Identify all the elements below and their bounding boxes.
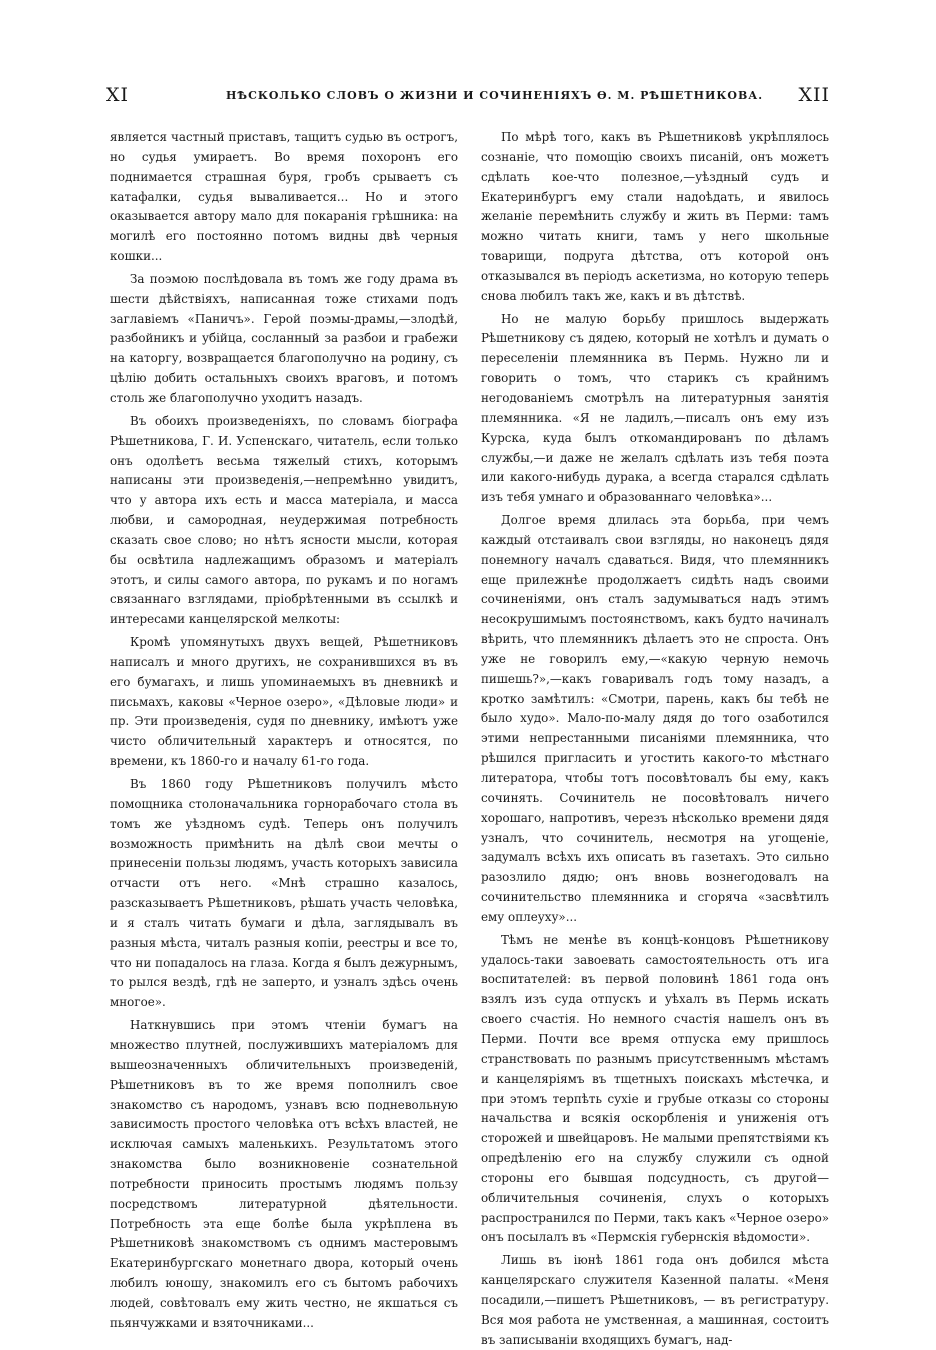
paragraph: Тѣмъ не менѣе въ концѣ-концовъ Рѣшетникову удалось-таки завоевать самостоятельность отъ ига воспитателей: въ первой половинѣ 1861 года онъ взялъ изъ суда отпускъ и уѣхалъ въ Пермь искать своего счастія. Но немного счастія нашелъ онъ въ Перми. Почти все время отпуска ему пришлось странствовать по разнымъ присутственнымъ мѣстамъ и канцеляріямъ въ тщетныхъ поискахъ мѣстечка, и при этомъ терпѣть сухіе и грубые отказы со стороны начальства и всякія оскорбленія и униженія отъ сторожей и швейцаровъ. Не малыми препятствіями къ опредѣленію его на службу служили съ одной стороны его бывшая подсудность, съ другой—обличительныя сочиненія, слухъ о которыхъ распространился по Перми, такъ какъ «Черное озеро» онъ посылалъ въ «Пермскія губернскія вѣдомости». xyxy=(481,932,829,1245)
paragraph: является частный приставъ, тащитъ судью въ острогъ, но судья умираетъ. Во время похоронъ его поднимается страшная буря, гробъ срываетъ съ катафалки, судья вываливается... Но и этого оказывается автору мало для покаранія грѣшника: на могилѣ его постоянно потомъ видны двѣ черныя кошки... xyxy=(110,130,458,264)
right-column xyxy=(481,128,829,1350)
paragraph: Но не малую борьбу пришлось выдержать Рѣшетникову съ дядею, который не хотѣлъ и думать о переселеніи племянника въ Пермь. Нужно ли и говорить о томъ, что старикъ съ крайнимъ негодованіемъ смотрѣлъ на литературныя занятія племянника. «Я не ладилъ,—писалъ онъ ему изъ Курска, куда былъ откомандированъ по дѣламъ службы,—и даже не желалъ сдѣлать изъ тебя поэта или какого-нибудь дурака, а всегда старался сдѣлать изъ тебя умнаго и образованнаго человѣка»... xyxy=(481,311,829,505)
paragraph: Въ обоихъ произведеніяхъ, по словамъ біографа Рѣшетникова, Г. И. Успенскаго, читатель, если только онъ одолѣетъ весьма тяжелый стихъ, которымъ написаны эти произведенія,—непремѣнно увидитъ, что у автора ихъ есть и масса матеріала, и масса любви, и самородная, неудержимая потребность сказать свое слово; но нѣтъ ясности мысли, которая бы освѣтила надлежащимъ образомъ и матеріалъ этотъ, и силы самого автора, по рукамъ и по ногамъ связаннаго взглядами, пріобрѣтенными въ ссылкѣ и интересами канцелярской мелкоты: xyxy=(110,413,458,627)
paragraph: Кромѣ упомянутыхъ двухъ вещей, Рѣшетниковъ написалъ и много другихъ, не сохранившихся въ въ его бумагахъ, и лишь упоминаемыхъ въ дневникѣ и письмахъ, каковы «Черное озеро», «Дѣловые люди» и пр. Эти произведенія, судя по дневнику, имѣютъ уже чисто обличительный характеръ и относятся, по времени, къ 1860-го и началу 61-го года. xyxy=(110,635,458,769)
running-title: НѢСКОЛЬКО СЛОВЪ О ЖИЗНИ И СОЧИНЕНІЯХЪ Ѳ. М. РѢШЕТНИКОВА. xyxy=(226,89,764,102)
paragraph: Наткнувшись при этомъ чтеніи бумагъ на множество плутней, послужившихъ матеріаломъ для вышеозначенныхъ обличительныхъ произведеній, Рѣшетниковъ въ то же время пополнилъ свое знакомство съ народомъ, узнавъ всю подневольную зависимость простого человѣка отъ всѣхъ властей, не исключая самыхъ маленькихъ. Результатомъ этого знакомства было возникновеніе сознательной потребности приносить простымъ людямъ пользу посредствомъ литературной дѣятельности. Потребность эта еще болѣе была укрѣплена въ Рѣшетниковѣ знакомствомъ съ однимъ мастеровымъ Екатеринбургскаго монетнаго двора, который очень любилъ юношу, знакомилъ его съ бытомъ рабочихъ людей, совѣтовалъ ему жить честно, не якшаться съ пьянчужками и взяточниками... xyxy=(110,1018,458,1330)
left-column xyxy=(110,128,458,1334)
page-number-right: XII xyxy=(798,84,830,106)
page-number-left: XI xyxy=(106,84,130,106)
paragraph: Въ 1860 году Рѣшетниковъ получилъ мѣсто помощника столоначальника горнорабочаго стола въ томъ же уѣздномъ судѣ. Теперь онъ получилъ возможность примѣнить на дѣлѣ свои мечты о принесеніи пользы людямъ, участь которыхъ зависила отчасти отъ него. «Мнѣ страшно казалось, разсказываетъ Рѣшетниковъ, рѣшать участь человѣка, и я сталъ читать бумаги и дѣла, заглядывалъ въ разныя мѣста, читалъ разныя копіи, реестры и все то, что ни попадалось на глаза. Когда я былъ дежурнымъ, то рылся вездѣ, гдѣ не заперто, и узналъ здѣсь очень многое». xyxy=(110,777,458,1010)
paragraph: По мѣрѣ того, какъ въ Рѣшетниковѣ укрѣплялось сознаніе, что помощію своихъ писаній, онъ можетъ сдѣлать кое-что полезное,—уѣздный судъ и Екатеринбургъ ему стали надоѣдать, и явилось желаніе перемѣнить службу и жить въ Перми: тамъ можно читать книги, тамъ у него школьные товарищи, подруга дѣтства, отъ которой онъ отказывался въ періодъ аскетизма, но которую теперь снова любилъ такъ же, какъ и въ дѣтствѣ. xyxy=(481,130,829,303)
running-header xyxy=(106,84,830,112)
paragraph: Лишь въ іюнѣ 1861 года онъ добился мѣста канцелярскаго служителя Казенной палаты. «Меня посадили,—пишетъ Рѣшетниковъ, — въ регистратуру. Вся моя работа не умственная, а машинная, состоитъ въ записываніи входящихъ бумагъ, над- xyxy=(481,1253,829,1347)
paragraph: Долгое время длилась эта борьба, при чемъ каждый отстаивалъ свои взгляды, но наконецъ дядя понемногу началъ сдаваться. Видя, что племянникъ еще прилежнѣе продолжаетъ сидѣть надъ своими сочиненіями, онъ сталъ задумываться надъ этимъ несокрушимымъ постоянствомъ, какъ будто начиналъ вѣрить, что племянникъ дѣлаетъ это не спроста. Онъ уже не говорилъ ему,—«какую черную немочь пишешь?»,—какъ говаривалъ годъ тому назадъ, а кротко замѣтилъ: «Смотри, парень, какъ бы тебѣ не было худо». Мало-по-малу дядя до того озаботился этими непрестанными писаніями племянника, что рѣшился пригласить и угостить какого-то мѣстнаго литератора, чтобы тотъ посовѣтовалъ бы ему, какъ сочинять. Сочинитель не посовѣтовалъ ничего хорошаго, напротивъ, черезъ нѣсколько времени дядя узналъ, что сочинитель, несмотря на угощеніе, задумалъ всѣхъ ихъ описать въ газетахъ. Это сильно разозлило дядю; онъ вновь вознегодовалъ на сочинительство племянника и сгоряча «засвѣтилъ ему оплеуху»... xyxy=(481,513,829,924)
paragraph: За поэмою послѣдовала въ томъ же году драма въ шести дѣйствіяхъ, написанная тоже стихами подъ заглавіемъ «Паничъ». Герой поэмы-драмы,—злодѣй, разбойникъ и убійца, сосланный за разбои и грабежи на каторгу, возвращается благополучно на родину, съ цѣлію добить остальныхъ своихъ враговъ, и потомъ столь же благополучно уходитъ назадъ. xyxy=(110,271,458,405)
